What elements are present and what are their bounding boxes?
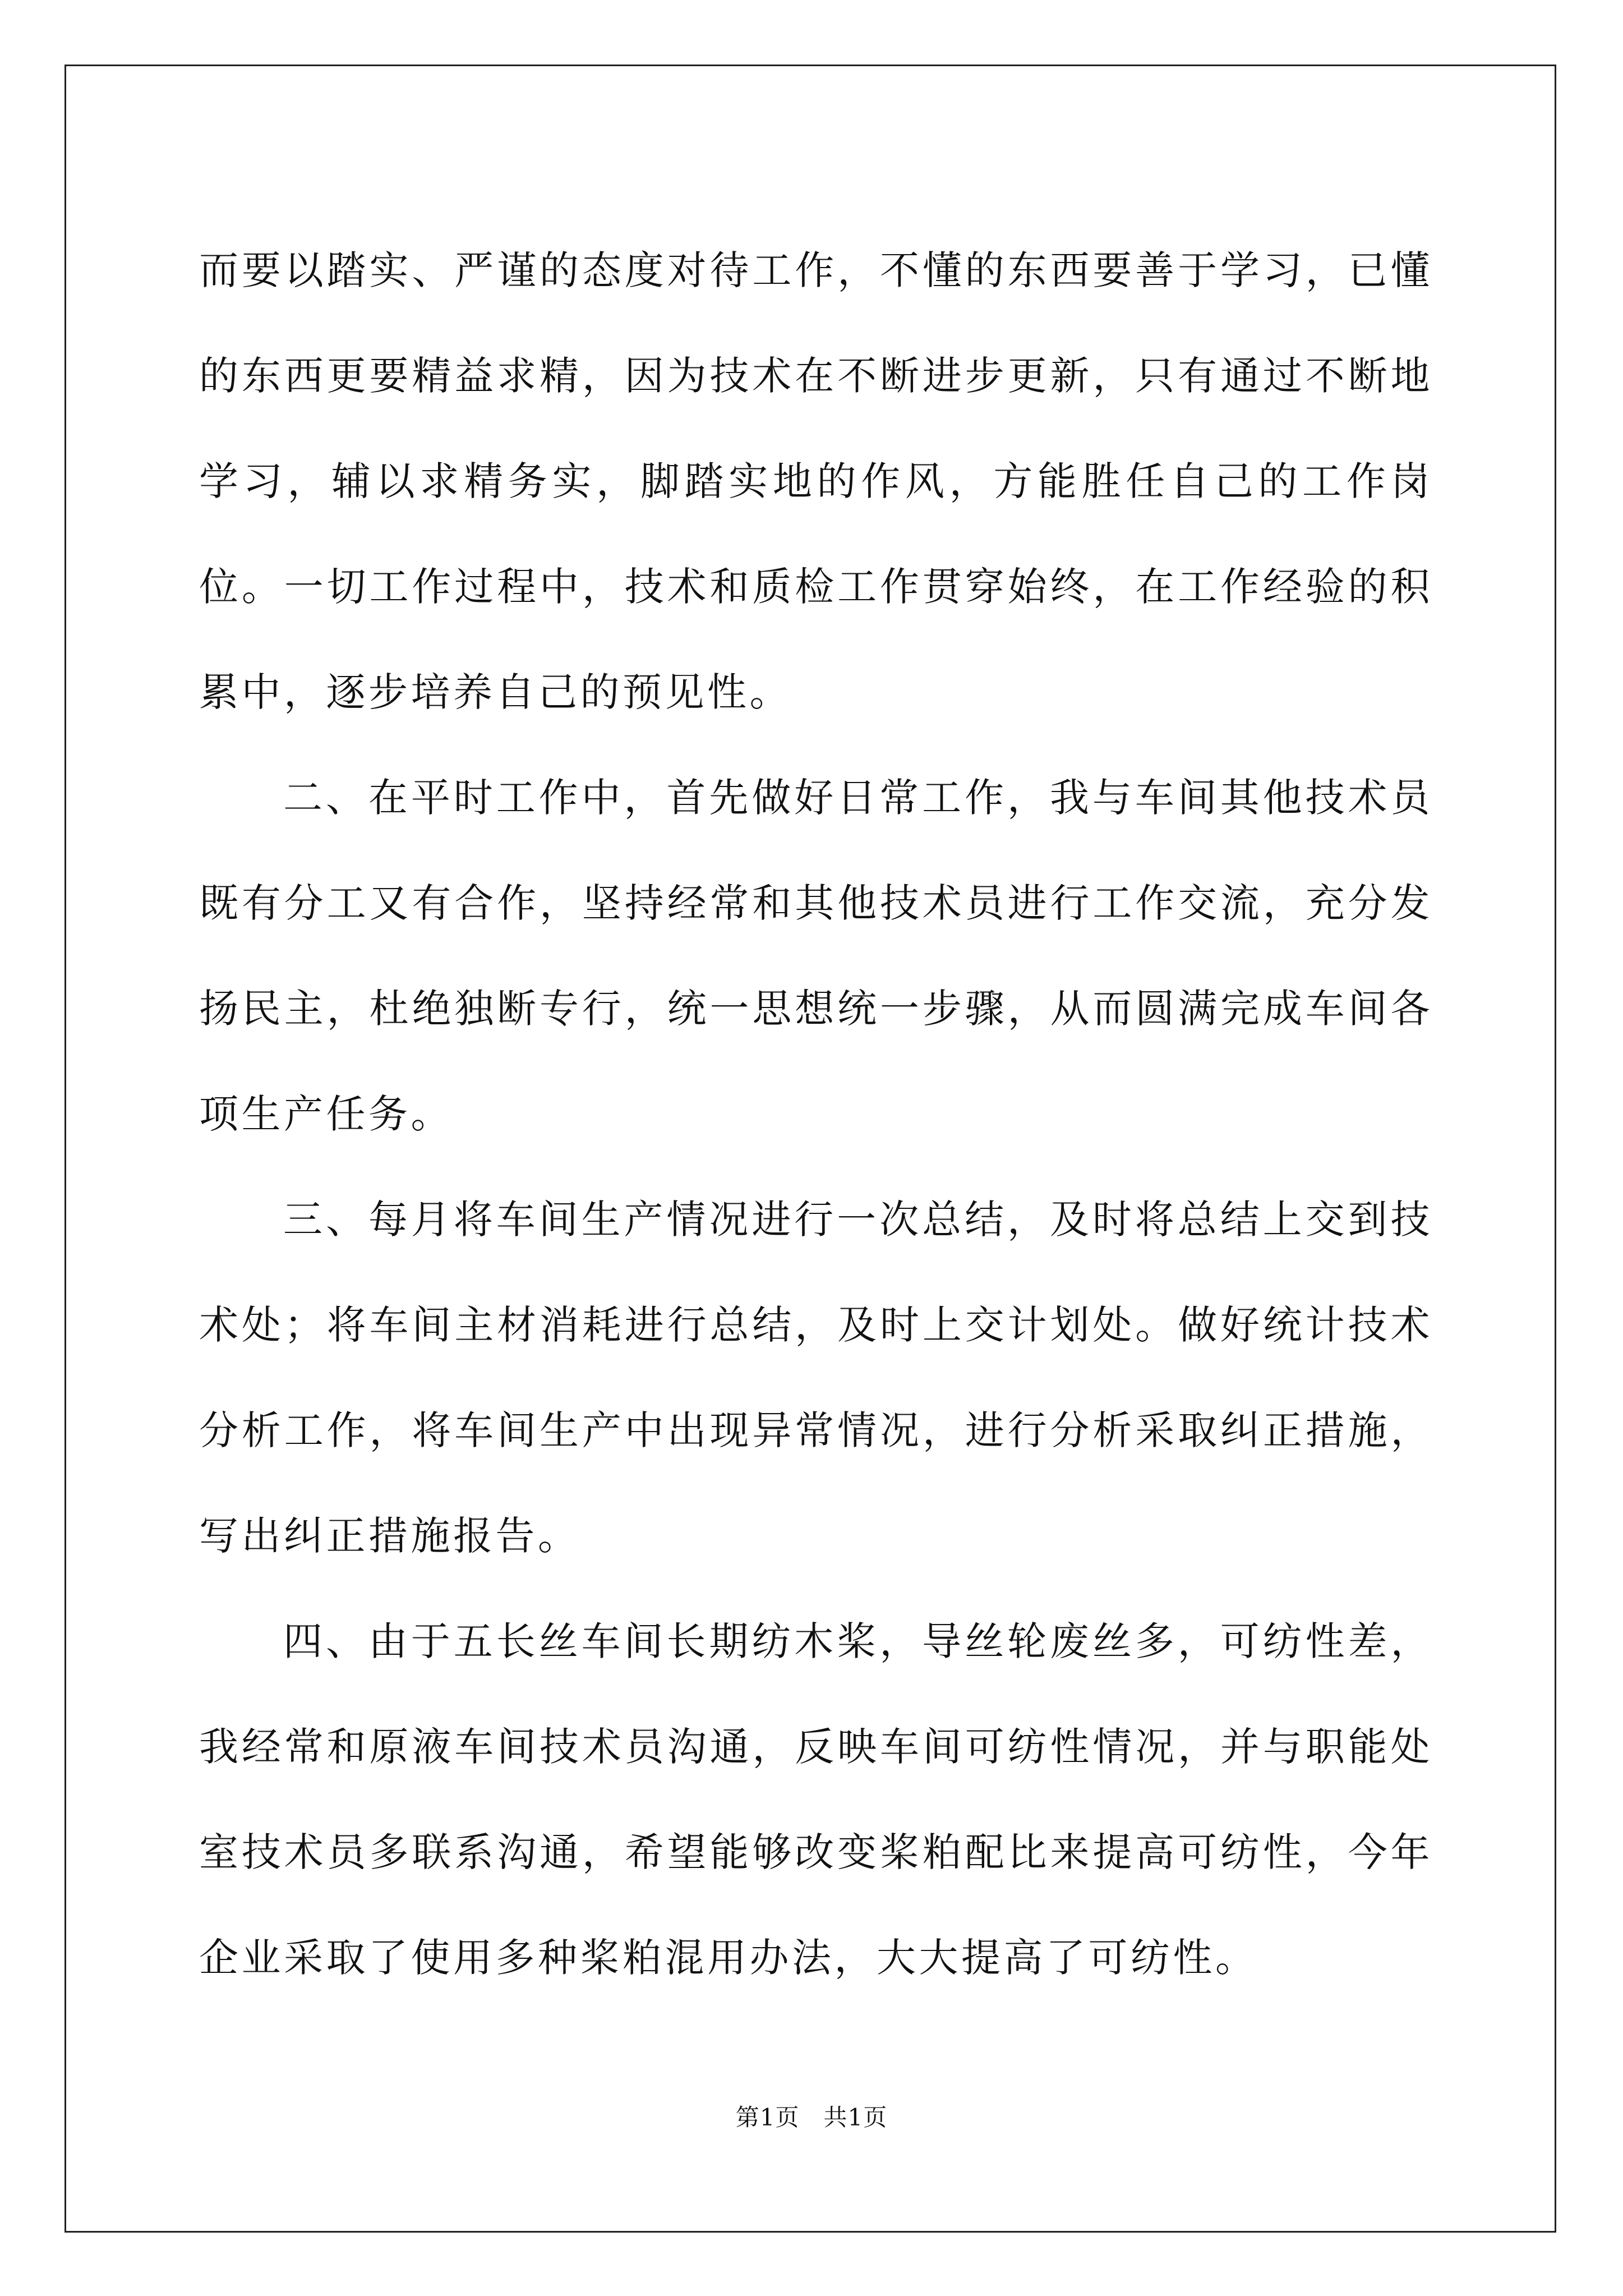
page-number-current: 第1页 (735, 2104, 800, 2131)
paragraph-3: 三、每月将车间生产情况进行一次总结，及时将总结上交到技术处；将车间主材消耗进行总结，及时上交计划处。做好统计技术分析工作，将车间生产中出现异常情况，进行分析采取纠正措施，写出纠正措施报告。 (199, 1197, 1433, 1559)
document-body (199, 218, 1433, 2010)
page-footer (0, 2101, 1623, 2134)
paragraph-1: 而要以踏实、严谨的态度对待工作，不懂的东西要善于学习，已懂的东西更要精益求精，因为技术在不断进步更新，只有通过不断地学习，辅以求精务实，脚踏实地的作风，方能胜任自己的工作岗位。一切工作过程中，技术和质检工作贯穿始终，在工作经验的积累中，逐步培养自己的预见性。 (199, 247, 1433, 715)
paragraph-4: 四、由于五长丝车间长期纺木桨，导丝轮废丝多，可纺性差，我经常和原液车间技术员沟通，反映车间可纺性情况，并与职能处室技术员多联系沟通，希望能够改变桨粕配比来提高可纺性，今年企业采取了使用多种桨粕混用办法，大大提高了可纺性。 (199, 1618, 1433, 1981)
footer-spacer (799, 2104, 823, 2131)
page-number-total: 共1页 (823, 2104, 888, 2131)
paragraph-2: 二、在平时工作中，首先做好日常工作，我与车间其他技术员既有分工又有合作，坚持经常和其他技术员进行工作交流，充分发扬民主，杜绝独断专行，统一思想统一步骤，从而圆满完成车间各项生产任务。 (199, 775, 1433, 1137)
